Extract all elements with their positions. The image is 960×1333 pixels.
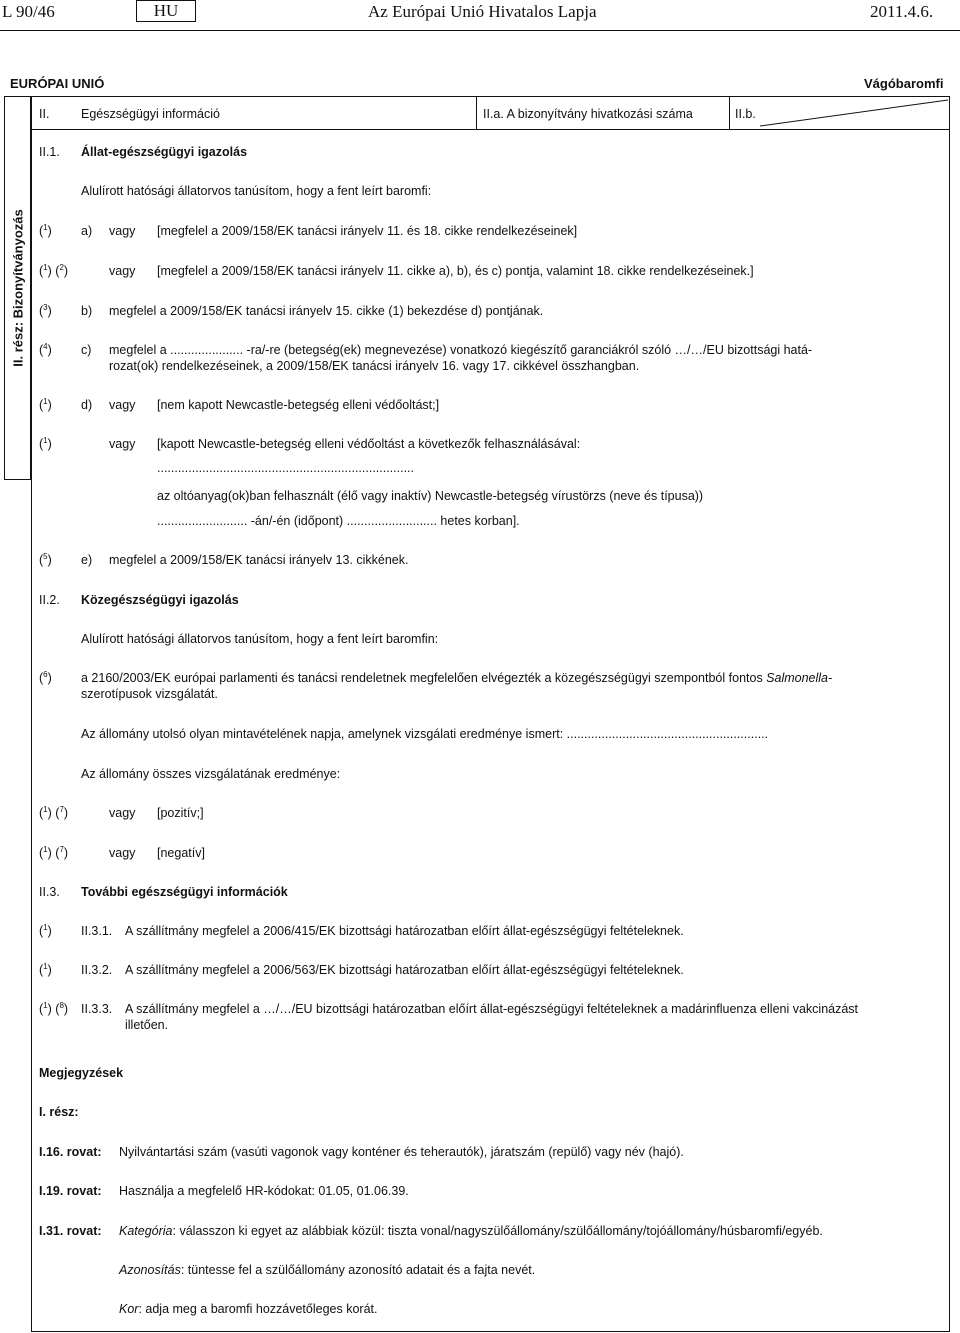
note-text: Használja a megfelelő HR-kódokat: 01.05, 01.06.39.	[119, 1184, 409, 1198]
footnote-ref: ($^1$) ($^7$)	[39, 804, 69, 820]
note-label: I.31. rovat:	[39, 1224, 102, 1238]
s1-intro: Alulírott hatósági állatorvos tanúsítom, hogy a fent leírt baromfi:	[81, 184, 432, 198]
item-text: [megfelel a 2009/158/EK tanácsi irányelv 11. cikke a), b), és c) pontja, valamint 18. cikke rendelkezéseinek.]	[157, 264, 754, 278]
item-text-continued: rozat(ok) rendelkezéseinek, a 2009/158/EK tanácsi irányelv 16. vagy 17. cikkével összhangban.	[109, 359, 640, 373]
item-text: A szállítmány megfelel a 2006/415/EK bizottsági határozatban előírt állat-egészségügyi feltételeknek.	[125, 924, 684, 938]
language-code-box: HU	[136, 0, 196, 22]
note-label: I.19. rovat:	[39, 1184, 102, 1198]
notes-part: I. rész:	[39, 1105, 79, 1119]
item-letter: e)	[81, 553, 93, 567]
form-header-left: EURÓPAI UNIÓ	[10, 76, 105, 91]
item-letter: b)	[81, 304, 93, 318]
note-text: Azonosítás: tüntesse fel a szülőállomány azonosító adatait és a fajta nevét.	[119, 1263, 536, 1277]
item-text-continued: szerotípusok vizsgálatát.	[81, 687, 218, 701]
option-word: vagy	[109, 398, 136, 412]
item-letter: c)	[81, 343, 92, 357]
item-code: II.3.1.	[81, 924, 113, 938]
note-text: Kategória: válasszon ki egyet az alábbiak közül: tiszta vonal/nagyszülőállomány/szülőállomány/tojóállomány/húsbaromfi/egyéb.	[119, 1224, 823, 1238]
footnote-ref: ($^6$)	[39, 669, 52, 685]
s2-intro: Alulírott hatósági állatorvos tanúsítom, hogy a fent leírt baromfin:	[81, 632, 439, 646]
item-text: [negatív]	[157, 846, 205, 860]
item-letter: a)	[81, 224, 93, 238]
footnote-ref: ($^1$)	[39, 435, 52, 451]
item-code: II.3.2.	[81, 963, 113, 977]
footnote-ref: ($^1$)	[39, 396, 52, 412]
sample-date-text: Az állomány utolsó olyan mintavételének napja, amelynek vizsgálati eredménye ismert: ..........................................................	[81, 727, 769, 741]
s2-title: Közegészségügyi igazolás	[81, 593, 239, 607]
item-code: II.3.3.	[81, 1002, 113, 1016]
header-rule	[0, 30, 960, 31]
s3-number: II.3.	[39, 885, 60, 899]
footnote-ref: ($^5$)	[39, 551, 52, 567]
item-text: [pozitív;]	[157, 806, 204, 820]
item-text: [nem kapott Newcastle-betegség elleni védőoltást;]	[157, 398, 440, 412]
s2-number: II.2.	[39, 593, 60, 607]
notes-title: Megjegyzések	[39, 1066, 124, 1080]
footnote-ref: ($^1$) ($^8$)	[39, 1000, 69, 1016]
footnote-ref: ($^3$)	[39, 302, 52, 318]
journal-title: Az Európai Unió Hivatalos Lapja	[368, 2, 597, 21]
item-text-continued: illetően.	[125, 1018, 169, 1032]
item-letter: d)	[81, 398, 93, 412]
item-text: megfelel a 2009/158/EK tanácsi irányelv 15. cikke (1) bekezdése d) pontjának.	[109, 304, 544, 318]
s3-title: További egészségügyi információk	[81, 885, 288, 899]
top-row-sep-1	[476, 96, 477, 130]
option-word: vagy	[109, 224, 136, 238]
item-text: megfelel a 2009/158/EK tanácsi irányelv 13. cikkének.	[109, 553, 409, 567]
option-word: vagy	[109, 846, 136, 860]
option-word: vagy	[109, 264, 136, 278]
item-text: [megfelel a 2009/158/EK tanácsi irányelv 11. és 18. cikke rendelkezéseinek]	[157, 224, 578, 238]
note-text: Kor: adja meg a baromfi hozzávetőleges korát.	[119, 1302, 378, 1316]
s1-number: II.1.	[39, 145, 60, 159]
ii-b-label: II.b.	[735, 107, 756, 121]
result-text: Az állomány összes vizsgálatának eredménye:	[81, 767, 341, 781]
page-reference: L 90/46	[2, 2, 55, 21]
footnote-ref: ($^4$)	[39, 341, 52, 357]
fill-in-dots: ..........................................................................	[157, 461, 414, 475]
note-label: I.16. rovat:	[39, 1145, 102, 1159]
form-header-right: Vágóbaromfi	[864, 76, 944, 91]
vaccination-time-text: .......................... -án/-én (időpont) .......................... hetes korban].	[157, 514, 520, 528]
section-number: II.	[39, 107, 50, 121]
section-title: Egészségügyi információ	[81, 107, 220, 121]
certificate-reference-label: II.a. A bizonyítvány hivatkozási száma	[483, 107, 693, 121]
footnote-ref: ($^1$)	[39, 222, 52, 238]
item-text: A szállítmány megfelel a 2006/563/EK bizottsági határozatban előírt állat-egészségügyi feltételeknek.	[125, 963, 684, 977]
item-text: megfelel a ..................... -ra/-re (betegség(ek) megnevezése) vonatkozó kiegészítő garanciákról szóló …/…/EU bizottsági hatá-	[109, 343, 813, 357]
option-word: vagy	[109, 806, 136, 820]
footnote-ref: ($^1$)	[39, 922, 52, 938]
note-text: Nyilvántartási szám (vasúti vagonok vagy konténer és teherautók), járatszám (repülő) vagy név (hajó).	[119, 1145, 684, 1159]
footnote-ref: ($^1$) ($^7$)	[39, 844, 69, 860]
top-row-sep-2	[729, 96, 730, 130]
option-word: vagy	[109, 437, 136, 451]
strike-line	[760, 98, 950, 128]
footnote-ref: ($^1$) ($^2$)	[39, 262, 69, 278]
s1-title: Állat-egészségügyi igazolás	[81, 145, 248, 159]
footnote-ref: ($^1$)	[39, 961, 52, 977]
top-row-divider	[31, 129, 950, 130]
side-label: II. rész: Bizonyítványozás	[10, 209, 26, 367]
journal-date: 2011.4.6.	[870, 2, 934, 21]
vaccine-strain-text: az oltóanyag(ok)ban felhasznált (élő vagy inaktív) Newcastle-betegség vírustörzs (neve és típusa))	[157, 489, 704, 503]
item-text: [kapott Newcastle-betegség elleni védőoltást a következők felhasználásával:	[157, 437, 581, 451]
item-text: A szállítmány megfelel a …/…/EU bizottsági határozatban előírt állat-egészségügyi feltételeknek a madárinfluenza elleni vakcinázást	[125, 1002, 859, 1016]
item-text: a 2160/2003/EK európai parlamenti és tanácsi rendeletnek megfelelően elvégezték a közegészségügyi szempontból fontos Salmonella-	[81, 671, 833, 685]
